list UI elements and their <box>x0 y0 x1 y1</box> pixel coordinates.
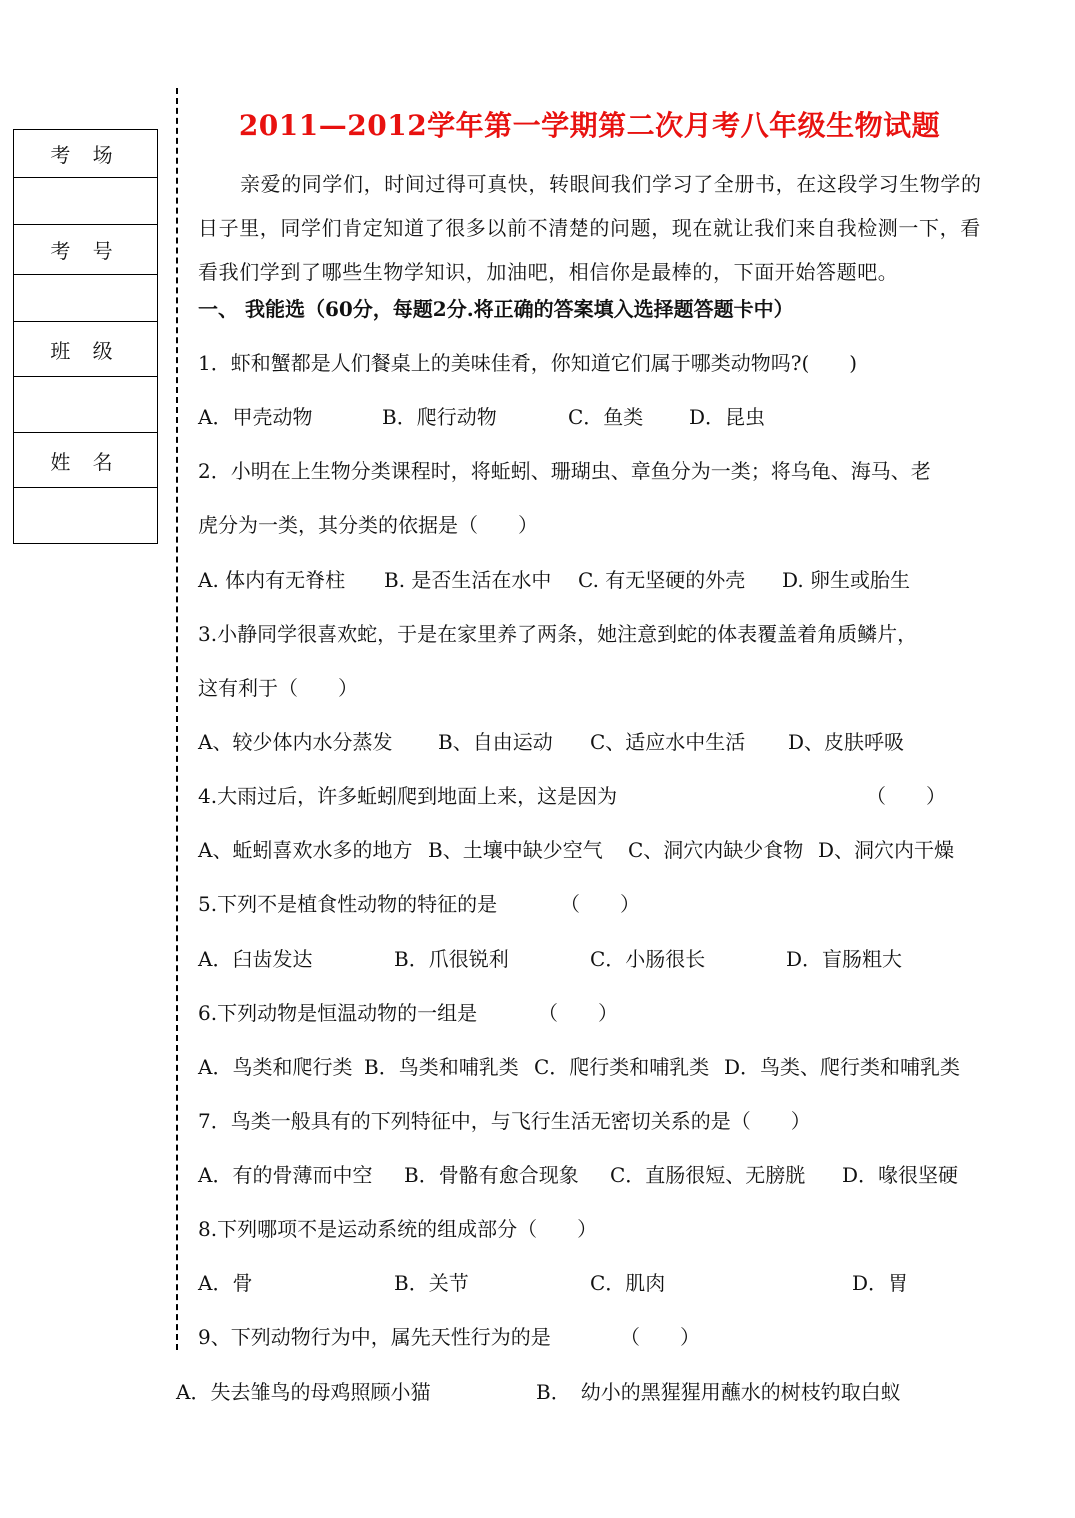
q6-option-c[interactable]: C．爬行类和哺乳类 <box>534 1055 710 1079</box>
q8-option-c[interactable]: C．肌肉 <box>590 1271 666 1295</box>
q2-option-c[interactable]: C. 有无坚硬的外壳 <box>578 568 746 592</box>
q3-option-b[interactable]: B、自由运动 <box>438 730 553 754</box>
question-8-stem: 8.下列哪项不是运动系统的组成部分（ ） <box>198 1217 598 1241</box>
q5-option-d[interactable]: D．盲肠粗大 <box>786 947 903 971</box>
q3-option-d[interactable]: D、皮肤呼吸 <box>788 730 905 754</box>
q5-option-b[interactable]: B．爪很锐利 <box>394 947 509 971</box>
exam-room-label: 考 场 <box>14 130 157 178</box>
question-9-stem: 9、下列动物行为中，属先天性行为的是 <box>198 1325 551 1349</box>
q1-option-c[interactable]: C．鱼类 <box>568 405 644 429</box>
class-label: 班 级 <box>14 322 157 377</box>
name-label: 姓 名 <box>14 433 157 488</box>
q7-option-b[interactable]: B．骨骼有愈合现象 <box>404 1163 579 1187</box>
q9-option-b[interactable]: B． 幼小的黑猩猩用蘸水的树枝钓取白蚁 <box>536 1380 901 1404</box>
q3-option-c[interactable]: C、适应水中生活 <box>590 730 746 754</box>
q1-option-a[interactable]: A．甲壳动物 <box>198 405 313 429</box>
question-2-stem: 2．小明在上生物分类课程时，将蚯蚓、珊瑚虫、章鱼分为一类；将乌龟、海马、老 <box>198 459 931 483</box>
question-5-answer-paren[interactable]: （ ） <box>560 892 640 916</box>
question-4-answer-paren[interactable]: （ ） <box>866 784 946 808</box>
q8-option-a[interactable]: A．骨 <box>198 1271 253 1295</box>
question-1-stem: 1．虾和蟹都是人们餐桌上的美味佳肴，你知道它们属于哪类动物吗?( ) <box>198 351 858 375</box>
q6-option-b[interactable]: B．鸟类和哺乳类 <box>364 1055 519 1079</box>
binding-dashed-line <box>176 88 178 1350</box>
q3-option-a[interactable]: A、较少体内水分蒸发 <box>198 730 393 754</box>
q5-option-a[interactable]: A．臼齿发达 <box>198 947 313 971</box>
q1-option-b[interactable]: B．爬行动物 <box>382 405 497 429</box>
question-9-answer-paren[interactable]: （ ） <box>620 1325 700 1349</box>
intro-paragraph: 亲爱的同学们，时间过得可真快，转眼间我们学习了全册书，在这段学习生物学的日子里，同学们肯定知道了很多以前不清楚的问题，现在就让我们来自我检测一下，看看我们学到了哪些生物学知识，加油吧，相信你是最棒的，下面开始答题吧。 <box>198 172 982 284</box>
q2-option-d[interactable]: D. 卵生或胎生 <box>782 568 911 592</box>
question-3-stem-cont: 这有利于（ ） <box>198 676 358 700</box>
q8-option-d[interactable]: D．胃 <box>852 1271 909 1295</box>
question-6-stem: 6.下列动物是恒温动物的一组是 <box>198 1001 478 1025</box>
question-5-stem: 5.下列不是植食性动物的特征的是 <box>198 892 498 916</box>
q4-option-a[interactable]: A、蚯蚓喜欢水多的地方 <box>198 838 413 862</box>
q9-option-a[interactable]: A．失去雏鸟的母鸡照顾小猫 <box>176 1380 431 1404</box>
student-info-box <box>13 129 158 544</box>
exam-room-field[interactable] <box>14 178 157 225</box>
q1-option-d[interactable]: D．昆虫 <box>689 405 766 429</box>
q6-option-d[interactable]: D．鸟类、爬行类和哺乳类 <box>724 1055 961 1079</box>
q5-option-c[interactable]: C．小肠很长 <box>590 947 706 971</box>
question-4-stem: 4.大雨过后，许多蚯蚓爬到地面上来，这是因为 <box>198 784 618 808</box>
page-title: 2011—2012学年第一学期第二次月考八年级生物试题 <box>238 109 941 142</box>
q4-option-c[interactable]: C、洞穴内缺少食物 <box>628 838 804 862</box>
class-field[interactable] <box>14 377 157 433</box>
q6-option-a[interactable]: A．鸟类和爬行类 <box>198 1055 353 1079</box>
q8-option-b[interactable]: B．关节 <box>394 1271 469 1295</box>
exam-number-field[interactable] <box>14 275 157 322</box>
question-7-stem: 7．鸟类一般具有的下列特征中，与飞行生活无密切关系的是（ ） <box>198 1109 811 1133</box>
question-3-stem: 3.小静同学很喜欢蛇，于是在家里养了两条，她注意到蛇的体表覆盖着角质鳞片， <box>198 622 918 646</box>
question-2-stem-cont: 虎分为一类，其分类的依据是（ ） <box>198 513 538 537</box>
section-heading: 一、 我能选（60分，每题2分.将正确的答案填入选择题答题卡中） <box>198 297 794 321</box>
question-6-answer-paren[interactable]: （ ） <box>538 1001 618 1025</box>
q4-option-b[interactable]: B、土壤中缺少空气 <box>428 838 603 862</box>
q7-option-d[interactable]: D．喙很坚硬 <box>842 1163 959 1187</box>
q7-option-a[interactable]: A．有的骨薄而中空 <box>198 1163 373 1187</box>
q4-option-d[interactable]: D、洞穴内干燥 <box>818 838 955 862</box>
q7-option-c[interactable]: C．直肠很短、无膀胱 <box>610 1163 806 1187</box>
q2-option-b[interactable]: B. 是否生活在水中 <box>384 568 552 592</box>
name-field[interactable] <box>14 488 157 544</box>
q2-option-a[interactable]: A. 体内有无脊柱 <box>198 568 346 592</box>
exam-number-label: 考 号 <box>14 225 157 275</box>
